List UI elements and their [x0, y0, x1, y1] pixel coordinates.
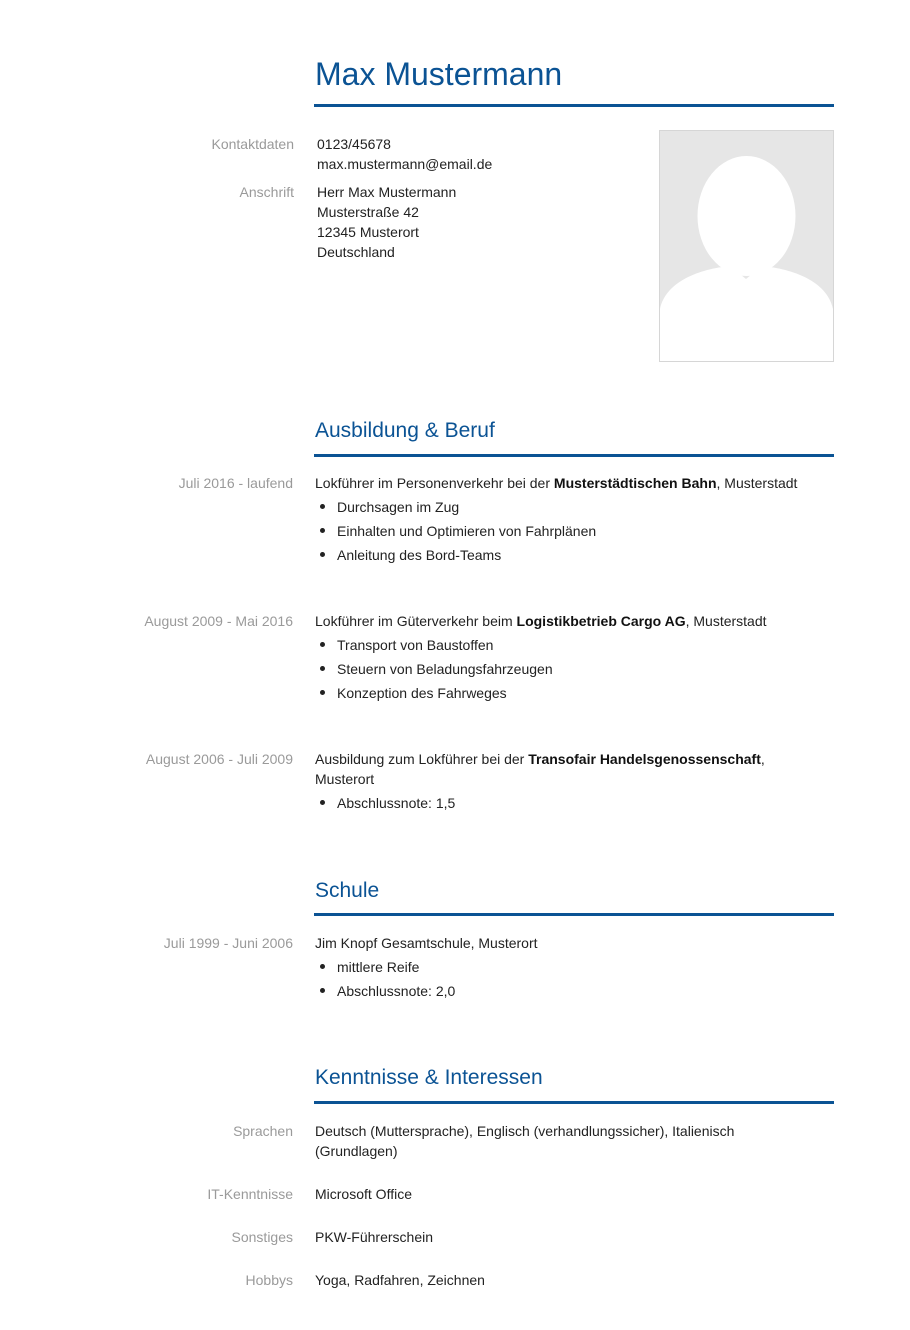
list-item: Abschlussnote: 2,0: [315, 981, 815, 1001]
section-divider: [314, 1101, 834, 1104]
skill-label: Sprachen: [233, 1123, 293, 1139]
contact-label: Kontaktdaten: [211, 136, 294, 152]
entry-text: Ausbildung zum Lokführer bei der Transofair Handelsgenossenschaft,: [315, 751, 765, 767]
skill-label: Sonstiges: [231, 1229, 293, 1245]
career-entry: [315, 611, 815, 707]
list-item: Abschlussnote: 1,5: [315, 793, 815, 813]
career-entry: [315, 749, 815, 817]
person-placeholder-icon: [660, 131, 833, 361]
email-text: max.mustermann@email.de: [317, 156, 493, 172]
entry-date: Juli 1999 - Juni 2006: [163, 935, 293, 951]
list-item: Anleitung des Bord-Teams: [315, 545, 815, 565]
list-item: Steuern von Beladungsfahrzeugen: [315, 659, 815, 679]
skill-value: Deutsch (Muttersprache), Englisch (verhandlungssicher), Italienisch (Grundlagen): [315, 1123, 735, 1159]
entry-text: Lokführer im Güterverkehr beim Logistikbetrieb Cargo AG, Musterstadt: [315, 613, 767, 629]
entry-text: Lokführer im Personenverkehr bei der Musterstädtischen Bahn, Musterstadt: [315, 475, 798, 491]
entry-bullets: [315, 497, 815, 565]
skill-label: Hobbys: [245, 1272, 293, 1288]
list-item: Transport von Baustoffen: [315, 635, 815, 655]
entry-date: Juli 2016 - laufend: [178, 475, 293, 491]
address-line: Deutschland: [317, 244, 395, 260]
page-title: Max Mustermann: [315, 56, 563, 92]
phone-text: 0123/45678: [317, 136, 391, 152]
company-name: Transofair Handelsgenossenschaft: [528, 751, 761, 767]
list-item: Durchsagen im Zug: [315, 497, 815, 517]
section-title-school: Schule: [315, 879, 380, 902]
section-title-skills: Kenntnisse & Interessen: [315, 1066, 543, 1089]
entry-date: August 2006 - Juli 2009: [145, 751, 293, 767]
entry-bullets: [315, 635, 815, 703]
entry-bullets: [315, 793, 815, 813]
title-divider: [314, 104, 834, 107]
company-name: Logistikbetrieb Cargo AG: [516, 613, 686, 629]
list-item: Konzeption des Fahrweges: [315, 683, 815, 703]
section-divider: [314, 913, 834, 916]
skill-value: PKW-Führerschein: [315, 1229, 434, 1245]
list-item: mittlere Reife: [315, 957, 815, 977]
entry-text: Jim Knopf Gesamtschule, Musterort: [315, 935, 538, 951]
profile-photo: [659, 130, 834, 362]
school-entry: [315, 933, 815, 1005]
section-divider: [314, 454, 834, 457]
entry-bullets: [315, 957, 815, 1001]
address-line: Musterstraße 42: [317, 204, 419, 220]
career-entry: [315, 473, 815, 569]
skill-label: IT-Kenntnisse: [207, 1186, 293, 1202]
address-line: Herr Max Mustermann: [317, 184, 457, 200]
entry-date: August 2009 - Mai 2016: [144, 613, 293, 629]
section-title-career: Ausbildung & Beruf: [315, 419, 495, 442]
address-line: 12345 Musterort: [317, 224, 419, 240]
list-item: Einhalten und Optimieren von Fahrplänen: [315, 521, 815, 541]
company-name: Musterstädtischen Bahn: [553, 475, 717, 491]
skill-value: Yoga, Radfahren, Zeichnen: [315, 1272, 485, 1288]
skill-value: Microsoft Office: [315, 1186, 412, 1202]
entry-text-line2: Musterort: [315, 771, 375, 787]
address-label: Anschrift: [239, 184, 294, 200]
